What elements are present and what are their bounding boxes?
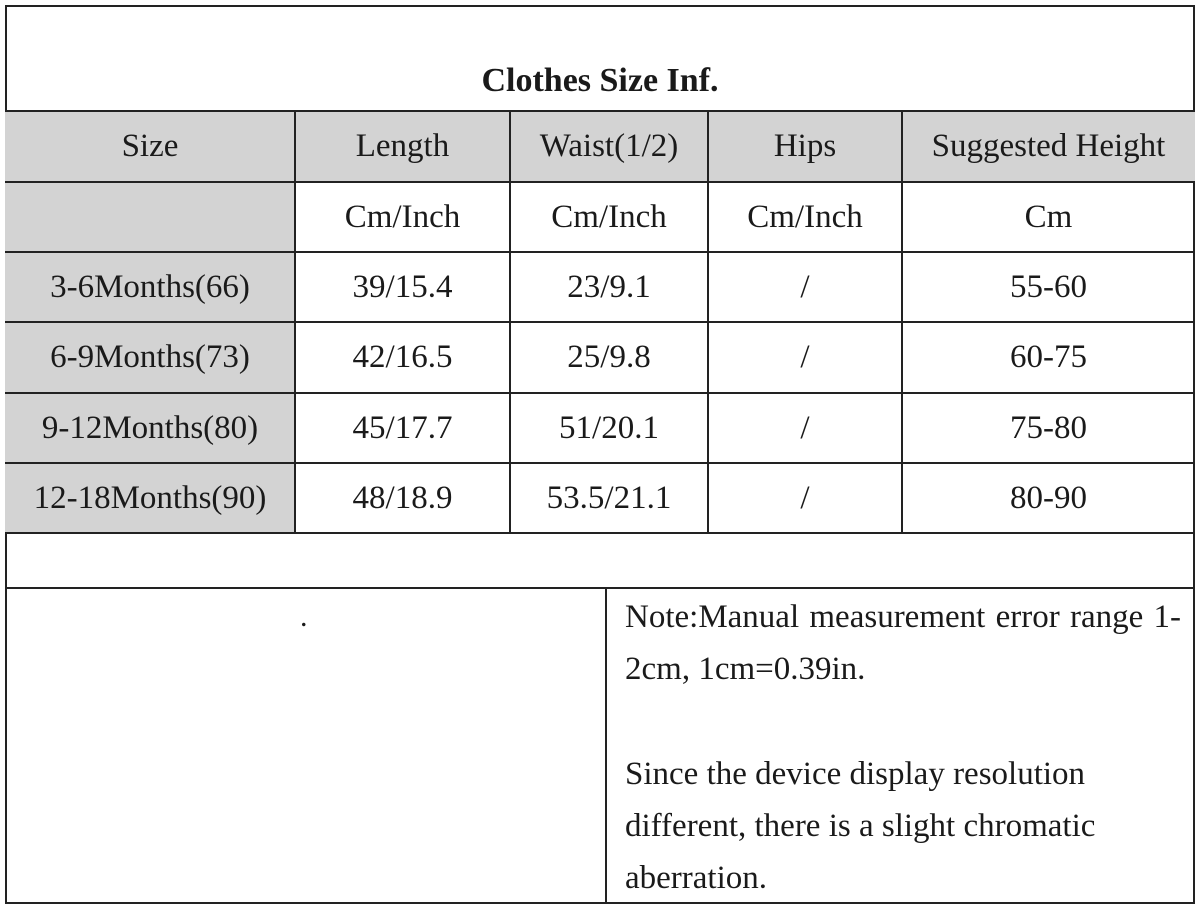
section-divider — [5, 587, 1195, 589]
header-waist: Waist(1/2) — [510, 111, 708, 182]
table-cell-waist: 23/9.1 — [567, 268, 651, 305]
table-cell-hips: / — [800, 339, 810, 375]
header-height: Suggested Height — [902, 111, 1195, 182]
table-cell-height: 80-90 — [1010, 479, 1087, 516]
table-cell-size: 6-9Months(73) — [5, 322, 295, 393]
unit-waist: Cm/Inch — [551, 198, 667, 235]
table-cell-hips: / — [800, 479, 810, 516]
table-column-divider — [901, 111, 903, 533]
table-cell-waist: 51/20.1 — [559, 409, 659, 446]
table-cell-length: 39/15.4 — [352, 268, 453, 305]
table-cell-hips: / — [800, 268, 810, 305]
unit-size — [5, 182, 295, 252]
unit-length: Cm/Inch — [344, 198, 461, 235]
table-row-divider — [5, 251, 1195, 253]
table-cell-size: 9-12Months(80) — [5, 393, 295, 463]
table-cell-waist: 53.5/21.1 — [546, 479, 672, 516]
header-size: Size — [5, 111, 295, 182]
unit-hips: Cm/Inch — [747, 198, 863, 235]
table-column-divider — [294, 111, 296, 533]
table-row-divider — [5, 392, 1195, 394]
table-row-divider — [5, 532, 1195, 534]
table-cell-length: 45/17.7 — [352, 409, 453, 446]
table-cell-height: 55-60 — [1010, 268, 1087, 305]
note-measurement-error: Note:Manual measurement error range 1-2cm, 1cm=0.39in. — [625, 599, 1181, 687]
table-cell-hips: / — [800, 409, 810, 446]
table-row-divider — [5, 462, 1195, 464]
table-cell-height: 75-80 — [1010, 409, 1087, 446]
table-cell-length: 42/16.5 — [352, 339, 453, 375]
note-color-aberration: Since the device display resolution different, there is a slight chromatic aberration. — [625, 756, 1096, 896]
table-row-divider — [5, 181, 1195, 183]
unit-height: Cm — [1024, 198, 1073, 235]
table-cell-size: 3-6Months(66) — [5, 252, 295, 322]
table-cell-size: 12-18Months(90) — [5, 463, 295, 533]
left-panel-mark: . — [300, 600, 308, 633]
note-panel-divider — [605, 588, 607, 904]
table-cell-waist: 25/9.8 — [567, 339, 651, 375]
table-cell-length: 48/18.9 — [352, 479, 453, 516]
header-hips: Hips — [708, 111, 902, 182]
chart-title: Clothes Size Inf. — [481, 62, 719, 99]
header-length: Length — [295, 111, 510, 182]
table-cell-height: 60-75 — [1010, 339, 1087, 375]
table-column-divider — [707, 111, 709, 533]
table-column-divider — [509, 111, 511, 533]
table-row-divider — [5, 321, 1195, 323]
table-row-divider — [5, 110, 1195, 112]
